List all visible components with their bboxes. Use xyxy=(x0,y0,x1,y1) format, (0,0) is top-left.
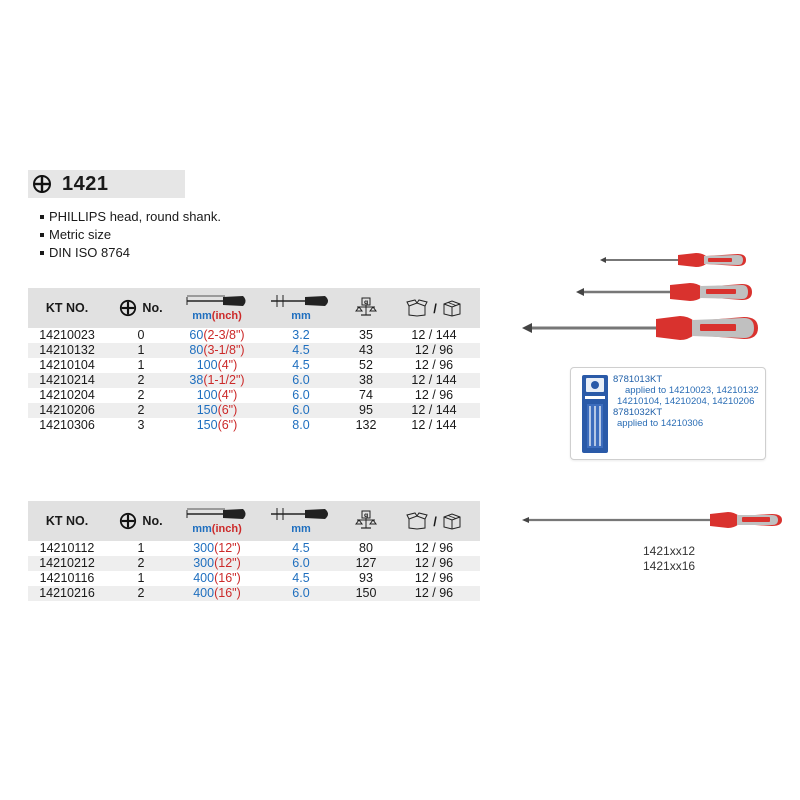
packing-cell: 12 / 96 xyxy=(388,586,480,601)
screwdriver-large xyxy=(522,316,758,340)
packing-cell: 12 / 96 xyxy=(414,388,454,402)
tip-size-cell: 2 xyxy=(137,388,145,402)
scale-weight-icon xyxy=(355,510,377,530)
tip-size-cell: 1 xyxy=(137,358,145,372)
tip-width-icon xyxy=(269,507,333,521)
blade-length-icon xyxy=(185,294,249,308)
tip-width-cell: 3.2 xyxy=(292,328,310,342)
tip-size-cell: 1 xyxy=(137,541,145,555)
package-note: applied to 14210306 xyxy=(617,418,704,429)
tip-width-cell: 6.0 xyxy=(258,403,344,418)
length-cell: 60(2-3/8") xyxy=(189,328,245,342)
length-cell: 300(12") xyxy=(193,541,241,555)
table-row xyxy=(28,571,480,586)
tip-width-cell: 4.5 xyxy=(292,571,310,585)
tip-width-cell: 8.0 xyxy=(292,418,310,432)
length-cell: 100(4") xyxy=(196,388,238,402)
packing-cell: 12 / 144 xyxy=(388,373,480,388)
weight-cell: 74 xyxy=(359,388,373,402)
tip-width-cell: 4.5 xyxy=(292,358,310,372)
kt-no-cell: 14210116 xyxy=(39,571,95,585)
length-cell: 150(6") xyxy=(196,418,238,432)
product-title-bar xyxy=(28,170,185,198)
long-screwdriver-image xyxy=(520,506,790,534)
svg-text:g: g xyxy=(364,511,369,519)
tip-size-cell: 2 xyxy=(106,403,176,418)
weight-cell: 43 xyxy=(344,343,388,358)
package-note: applied to 14210023, 14210132 xyxy=(625,385,759,396)
screwdriver-small xyxy=(600,253,746,267)
spec-table-standard xyxy=(28,288,480,433)
packaging-info-box xyxy=(570,367,766,460)
caption-line: 1421xx12 xyxy=(643,544,696,558)
open-box-icon xyxy=(406,299,428,317)
weight-cell: 150 xyxy=(344,586,388,601)
length-cell: 400(16") xyxy=(176,586,258,601)
tip-width-cell: 4.5 xyxy=(292,541,310,555)
tip-size-cell: 0 xyxy=(137,328,145,342)
kt-no-cell: 14210104 xyxy=(39,358,95,372)
package-note: 14210104, 14210204, 14210206 xyxy=(617,396,755,407)
col-weight xyxy=(344,501,388,541)
col-length: mm(inch) xyxy=(176,501,258,541)
feature-item: Metric size xyxy=(40,226,221,244)
weight-cell: 80 xyxy=(359,541,373,555)
feature-list xyxy=(40,208,221,262)
weight-cell: 38 xyxy=(344,373,388,388)
phillips-icon xyxy=(119,512,137,530)
packing-cell: 12 / 144 xyxy=(411,418,457,432)
kt-no-cell: 14210132 xyxy=(28,343,106,358)
length-cell: 400(16") xyxy=(193,571,241,585)
phillips-icon xyxy=(119,299,137,317)
tip-width-cell: 6.0 xyxy=(258,556,344,571)
kt-no-cell: 14210023 xyxy=(39,328,95,342)
packing-cell: 12 / 144 xyxy=(411,328,457,342)
packing-cell: 12 / 96 xyxy=(388,556,480,571)
caption-line: 1421xx16 xyxy=(643,559,696,573)
packing-cell: 12 / 96 xyxy=(414,571,454,585)
weight-cell: 127 xyxy=(344,556,388,571)
phillips-icon xyxy=(32,174,52,194)
package-code: 8781013KT xyxy=(613,374,663,385)
tip-size-cell: 2 xyxy=(106,556,176,571)
packing-cell: 12 / 144 xyxy=(388,403,480,418)
length-cell: 150(6") xyxy=(176,403,258,418)
col-kt-no: KT NO. xyxy=(28,501,106,541)
weight-cell: 132 xyxy=(355,418,377,432)
kt-no-cell: 14210204 xyxy=(39,388,95,402)
tip-width-cell: 4.5 xyxy=(258,343,344,358)
col-tip-size: No. xyxy=(106,288,176,328)
tip-width-icon xyxy=(269,294,333,308)
kt-no-cell: 14210206 xyxy=(28,403,106,418)
col-kt-no: KT NO. xyxy=(28,288,106,328)
packing-cell: 12 / 96 xyxy=(414,358,454,372)
table-row xyxy=(28,556,480,571)
long-tool-caption xyxy=(643,544,695,574)
spec-table-long xyxy=(28,501,480,601)
svg-text:g: g xyxy=(364,298,369,306)
tip-size-cell: 2 xyxy=(106,586,176,601)
carton-box-icon xyxy=(442,512,462,530)
carton-box-icon xyxy=(442,299,462,317)
length-cell: 100(4") xyxy=(196,358,238,372)
screwdriver-medium xyxy=(576,283,752,301)
col-tip-size: No. xyxy=(106,501,176,541)
table-row xyxy=(28,373,480,388)
col-packing: / xyxy=(388,288,480,328)
col-tip-width: mm xyxy=(258,501,344,541)
packing-cell: 12 / 96 xyxy=(414,541,454,555)
product-title: 1421 xyxy=(62,172,109,195)
kt-no-cell: 14210214 xyxy=(28,373,106,388)
open-box-icon xyxy=(406,512,428,530)
blister-card-image xyxy=(581,374,609,454)
weight-cell: 95 xyxy=(344,403,388,418)
length-cell: 300(12") xyxy=(176,556,258,571)
table-row xyxy=(28,388,480,403)
tip-size-cell: 3 xyxy=(137,418,145,432)
tip-width-cell: 6.0 xyxy=(258,373,344,388)
tip-size-cell: 2 xyxy=(106,373,176,388)
weight-cell: 52 xyxy=(359,358,373,372)
length-cell: 80(3-1/8") xyxy=(176,343,258,358)
blade-length-icon xyxy=(185,507,249,521)
table-row xyxy=(28,328,480,343)
col-tip-width: mm xyxy=(258,288,344,328)
kt-no-cell: 14210306 xyxy=(39,418,95,432)
table-row xyxy=(28,358,480,373)
col-packing: / xyxy=(388,501,480,541)
length-cell: 38(1-1/2") xyxy=(176,373,258,388)
weight-cell: 35 xyxy=(359,328,373,342)
table-row xyxy=(28,403,480,418)
weight-cell: 93 xyxy=(359,571,373,585)
packaging-text xyxy=(613,374,759,429)
table-row xyxy=(28,541,480,556)
table-row xyxy=(28,418,480,433)
col-length: mm(inch) xyxy=(176,288,258,328)
feature-item: DIN ISO 8764 xyxy=(40,244,221,262)
col-weight xyxy=(344,288,388,328)
scale-weight-icon xyxy=(355,297,377,317)
tip-size-cell: 1 xyxy=(106,343,176,358)
screwdriver-set-image xyxy=(520,240,780,350)
table-row xyxy=(28,343,480,358)
kt-no-cell: 14210112 xyxy=(39,541,95,555)
packing-cell: 12 / 96 xyxy=(388,343,480,358)
tip-size-cell: 1 xyxy=(137,571,145,585)
package-code: 8781032KT xyxy=(613,407,663,418)
tip-width-cell: 6.0 xyxy=(258,586,344,601)
kt-no-cell: 14210216 xyxy=(28,586,106,601)
kt-no-cell: 14210212 xyxy=(28,556,106,571)
table-row xyxy=(28,586,480,601)
feature-item: PHILLIPS head, round shank. xyxy=(40,208,221,226)
tip-width-cell: 6.0 xyxy=(292,388,310,402)
